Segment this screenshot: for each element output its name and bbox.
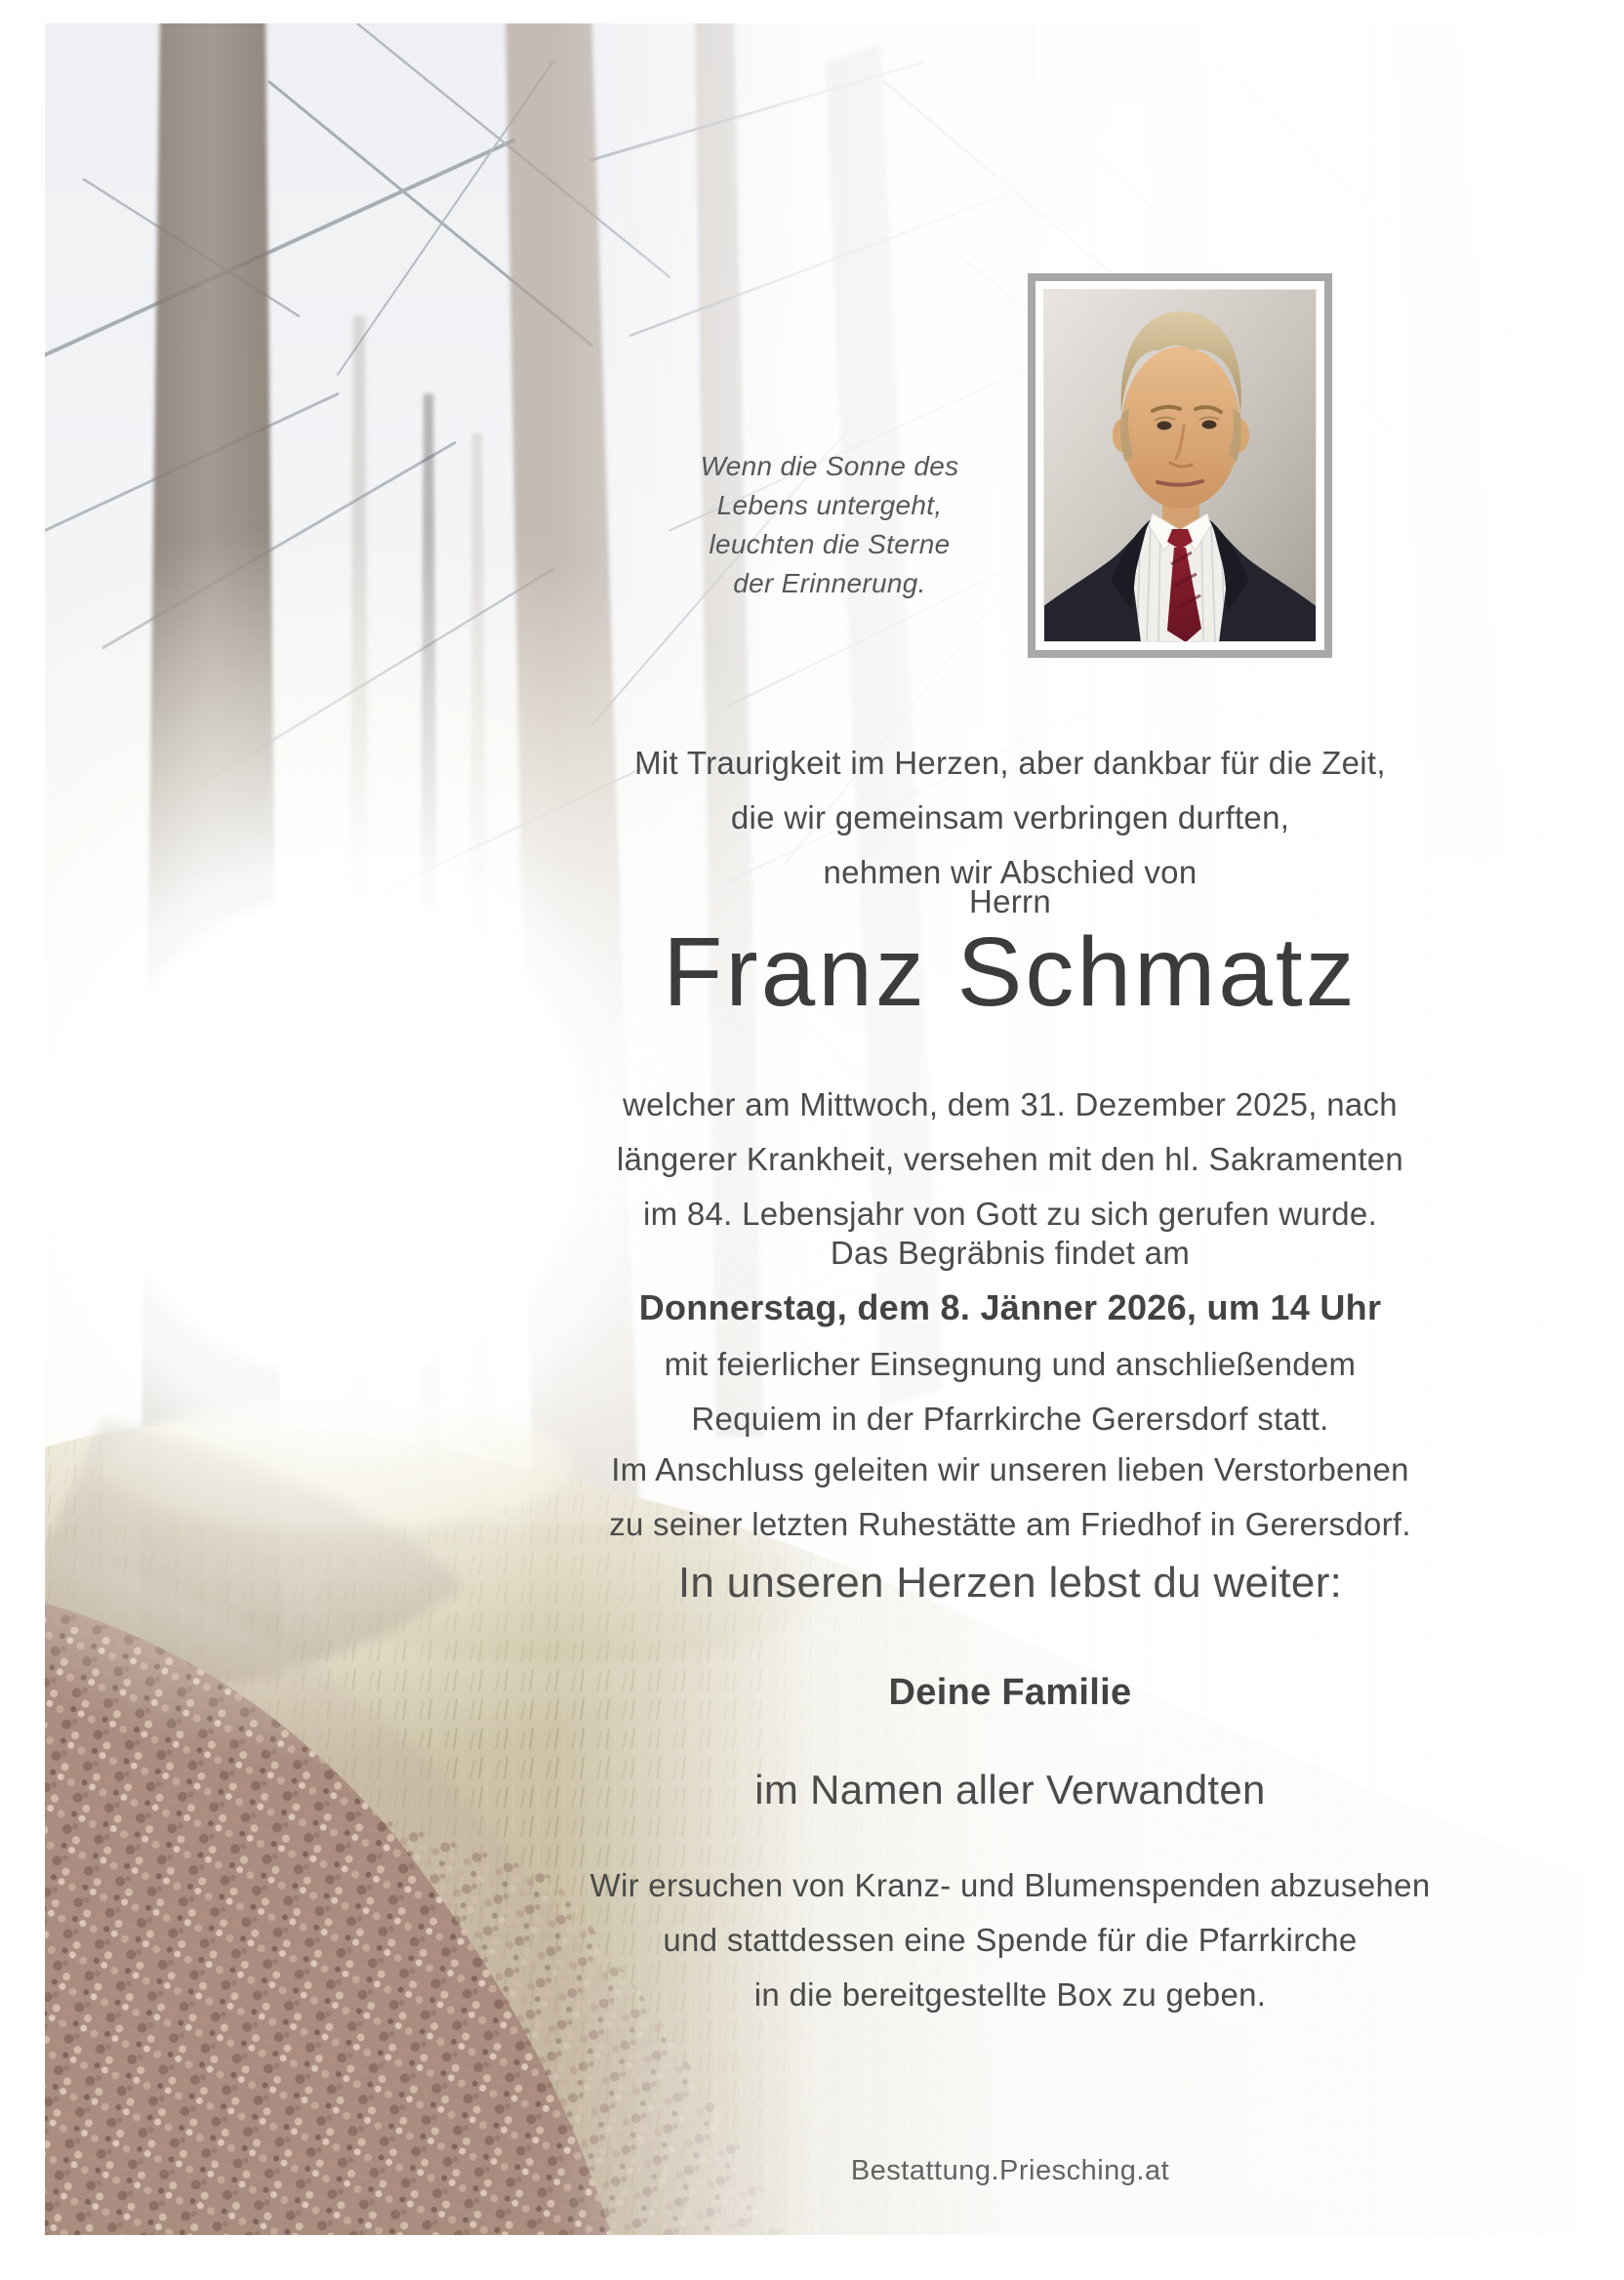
text-line: welcher am Mittwoch, dem 31. Dezember 2025, nach <box>623 1086 1398 1122</box>
quote-line: der Erinnerung. <box>733 568 926 598</box>
text-line: Im Anschluss geleiten wir unseren lieben Verstorbenen <box>611 1451 1409 1487</box>
text-line: Mit Traurigkeit im Herzen, aber dankbar für die Zeit, <box>634 745 1386 781</box>
text-line: mit feierlicher Einsegnung und anschließendem <box>664 1346 1357 1382</box>
portrait-photo <box>1043 289 1317 642</box>
text-line: in die bereitgestellte Box zu geben. <box>753 1976 1267 2013</box>
salutation: Herrn <box>968 883 1052 919</box>
family-signature: Deine Familie <box>888 1672 1132 1713</box>
text-line: nehmen wir Abschied von <box>823 854 1198 890</box>
funeral-intro: Das Begräbnis findet am <box>830 1235 1191 1271</box>
death-notice-paragraph <box>390 1078 1624 1242</box>
text-line: im 84. Lebensjahr von Gott zu sich gerufen wurde. <box>642 1196 1378 1232</box>
text-line: die wir gemeinsam verbringen durften, <box>730 799 1290 835</box>
text-line: und stattdessen eine Spende für die Pfarrkirche <box>663 1922 1358 1958</box>
memorial-quote <box>605 447 1054 603</box>
quote-line: Wenn die Sonne des <box>700 451 959 481</box>
relatives-line: im Namen aller Verwandten <box>754 1767 1266 1812</box>
funeral-details <box>390 1337 1624 1446</box>
quote-line: Lebens untergeht, <box>716 490 943 520</box>
text-line: Requiem in der Pfarrkirche Gerersdorf statt. <box>691 1401 1329 1437</box>
deceased-name: Franz Schmatz <box>663 917 1358 1027</box>
funeral-home-footer: Bestattung.Priesching.at <box>850 2155 1170 2186</box>
funeral-datetime: Donnerstag, dem 8. Jänner 2026, um 14 Uhr <box>638 1287 1382 1327</box>
quote-line: leuchten die Sterne <box>709 529 951 559</box>
text-line: zu seiner letzten Ruhestätte am Friedhof in Gerersdorf. <box>609 1506 1411 1542</box>
procession-paragraph <box>390 1443 1624 1552</box>
text-line: längerer Krankheit, versehen mit den hl. Sakramenten <box>616 1141 1404 1177</box>
portrait-frame <box>1028 273 1332 658</box>
donation-request <box>390 1858 1624 2022</box>
memorial-line: In unseren Herzen lebst du weiter: <box>677 1559 1343 1607</box>
text-line: Wir ersuchen von Kranz- und Blumenspenden abzusehen <box>589 1867 1431 1903</box>
